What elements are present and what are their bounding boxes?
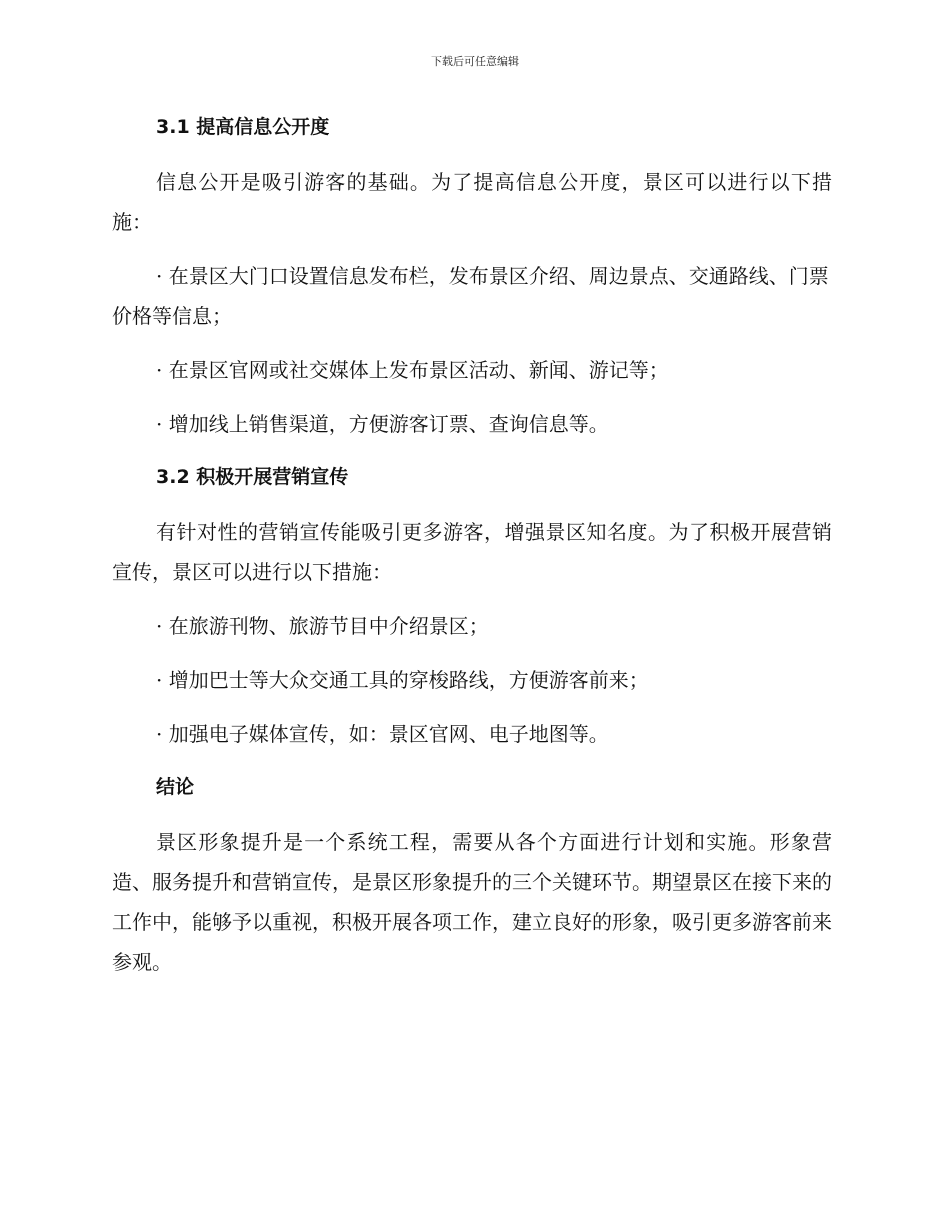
section-3-1-intro: 信息公开是吸引游客的基础。为了提高信息公开度，景区可以进行以下措施： xyxy=(112,170,832,234)
section-3-1-bullet-2: · 在景区官网或社交媒体上发布景区活动、新闻、游记等； xyxy=(156,358,669,382)
document-body xyxy=(112,108,832,996)
header-note: 下载后可任意编辑 xyxy=(431,55,519,68)
section-3-1-bullet-1: · 在景区大门口设置信息发布栏，发布景区介绍、周边景点、交通路线、门票价格等信息； xyxy=(112,264,829,328)
section-heading-3-1: 3.1 提高信息公开度 xyxy=(156,116,330,138)
section-3-1-bullet-3: · 增加线上销售渠道，方便游客订票、查询信息等。 xyxy=(156,412,609,436)
conclusion-heading: 结论 xyxy=(156,776,195,798)
conclusion-text: 景区形象提升是一个系统工程，需要从各个方面进行计划和实施。形象营造、服务提升和营销宣传，是景区形象提升的三个关键环节。期望景区在接下来的工作中，能够予以重视，积极开展各项工作，建立良好的形象，吸引更多游客前来参观。 xyxy=(112,830,832,974)
section-3-2-bullet-3: · 加强电子媒体宣传，如：景区官网、电子地图等。 xyxy=(156,722,609,746)
section-3-2-bullet-2: · 增加巴士等大众交通工具的穿梭路线，方便游客前来； xyxy=(156,668,649,692)
section-3-2-intro: 有针对性的营销宣传能吸引更多游客，增强景区知名度。为了积极开展营销宣传，景区可以进行以下措施： xyxy=(112,520,832,584)
section-3-2-bullet-1: · 在旅游刊物、旅游节目中介绍景区； xyxy=(156,614,489,638)
section-heading-3-2: 3.2 积极开展营销宣传 xyxy=(156,466,349,488)
